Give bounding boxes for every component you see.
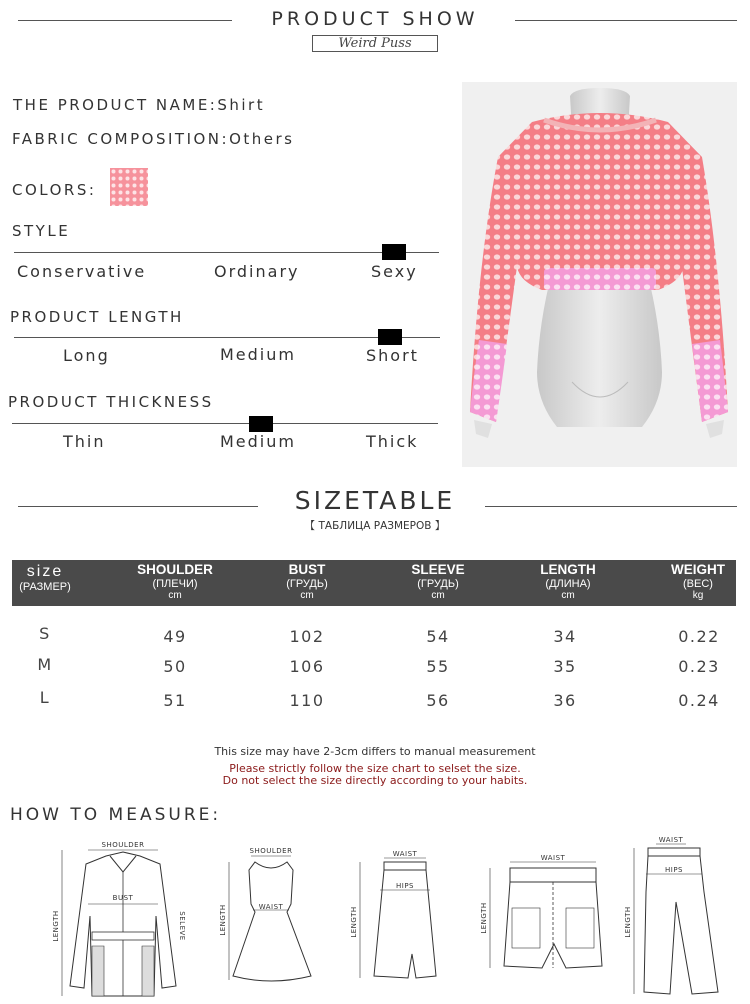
col-sleeve-sub: (ГРУДЬ): [417, 578, 459, 590]
shorts-length-label: LENGTH: [480, 902, 488, 934]
header-rule-left: [18, 20, 232, 21]
thickness-track: [12, 423, 438, 424]
skirt-hips-label: HIPS: [396, 882, 414, 890]
style-track: [14, 252, 439, 253]
color-swatch[interactable]: [110, 168, 148, 206]
sizetable-title: SIZETABLE: [294, 486, 456, 515]
length-marker[interactable]: [378, 329, 402, 345]
col-length-sub: (ДЛИНА): [545, 578, 591, 590]
cell-sleeve: 55: [426, 657, 450, 676]
colors-label: COLORS:: [12, 181, 97, 199]
col-length: [516, 562, 620, 601]
col-weight-title: WEIGHT: [671, 562, 725, 577]
jacket-sleeve-label: SELEVE: [178, 911, 186, 941]
cell-shoulder: 50: [163, 657, 187, 676]
length-title: PRODUCT LENGTH: [10, 308, 184, 326]
thickness-label-thick: Thick: [366, 432, 419, 451]
brand-box: Weird Puss: [312, 35, 438, 52]
col-shoulder-unit: cm: [168, 590, 182, 601]
style-title: STYLE: [12, 222, 71, 240]
note-warning-1: Please strictly follow the size chart to selset the size.: [229, 762, 521, 775]
table-row: [0, 652, 750, 682]
cell-sleeve: 56: [426, 691, 450, 710]
cell-weight: 0.24: [678, 691, 720, 710]
jacket-diagram: [48, 836, 198, 1000]
note-measurement: This size may have 2-3cm differs to manual measurement: [214, 745, 536, 758]
cell-length: 35: [553, 657, 577, 676]
table-row: [0, 620, 750, 650]
sizetable-subtitle: 【 ТАБЛИЦА РАЗМЕРОВ 】: [304, 520, 446, 532]
style-label-ordinary: Ordinary: [214, 262, 300, 281]
length-track: [14, 337, 440, 338]
cell-weight: 0.23: [678, 657, 720, 676]
pants-hips-label: HIPS: [665, 866, 683, 874]
shorts-diagram: [476, 848, 616, 978]
cell-bust: 106: [289, 657, 325, 676]
cell-length: 36: [553, 691, 577, 710]
pants-diagram: [622, 832, 740, 1000]
product-name: THE PRODUCT NAME:Shirt: [13, 96, 266, 114]
style-marker[interactable]: [382, 244, 406, 260]
skirt-diagram: [340, 846, 450, 1000]
fabric-composition: [12, 130, 294, 148]
col-weight-unit: kg: [692, 590, 704, 601]
shorts-waist-label: WAIST: [540, 854, 566, 862]
col-sleeve-title: SLEEVE: [411, 562, 465, 577]
col-weight: [652, 562, 744, 601]
thickness-label-medium: Medium: [220, 432, 296, 451]
skirt-length-label: LENGTH: [350, 906, 358, 938]
col-bust-sub: (ГРУДЬ): [286, 578, 328, 590]
col-size-sub: (РАЗМЕР): [19, 581, 71, 593]
pants-length-label: LENGTH: [624, 906, 632, 938]
length-label-medium: Medium: [220, 345, 296, 364]
product-image[interactable]: [462, 82, 737, 467]
col-length-unit: cm: [561, 590, 575, 601]
sizetable-rule-right: [485, 506, 737, 507]
cell-bust: 102: [289, 627, 325, 646]
table-row: [0, 686, 750, 716]
col-size: [12, 563, 78, 593]
header-rule-right: [515, 20, 737, 21]
cell-weight: 0.22: [678, 627, 720, 646]
skirt-waist-label: WAIST: [392, 850, 418, 858]
cell-size: M: [37, 655, 53, 674]
thickness-label-thin: Thin: [63, 432, 106, 451]
col-bust-title: BUST: [288, 562, 326, 577]
col-shoulder-title: SHOULDER: [137, 562, 213, 577]
size-table-header: [12, 560, 736, 606]
cell-length: 34: [553, 627, 577, 646]
dress-diagram: [215, 840, 315, 1000]
cell-shoulder: 49: [163, 627, 187, 646]
cell-size: S: [39, 624, 51, 643]
jacket-shoulder-label: SHOULDER: [101, 841, 145, 849]
style-label-sexy: Sexy: [371, 262, 418, 281]
col-size-title: size: [26, 563, 64, 580]
col-bust-unit: cm: [300, 590, 314, 601]
col-sleeve-unit: cm: [431, 590, 445, 601]
fabric-value: Others: [229, 130, 295, 148]
sizetable-rule-left: [18, 506, 258, 507]
thickness-marker[interactable]: [249, 416, 273, 432]
cell-bust: 110: [289, 691, 325, 710]
col-shoulder: [123, 562, 227, 601]
style-label-conservative: Conservative: [17, 262, 147, 281]
col-weight-sub: (ВЕС): [683, 578, 713, 590]
measure-title: HOW TO MEASURE:: [10, 805, 222, 825]
cell-size: L: [39, 688, 51, 707]
cell-sleeve: 54: [426, 627, 450, 646]
thickness-title: PRODUCT THICKNESS: [8, 393, 214, 411]
length-label-long: Long: [63, 346, 110, 365]
page-title: PRODUCT SHOW: [271, 8, 479, 30]
dress-shoulder-label: SHOULDER: [249, 847, 293, 855]
col-length-title: LENGTH: [540, 562, 596, 577]
pants-waist-label: WAIST: [658, 836, 684, 844]
note-warning-2: Do not select the size directly according to your habits.: [222, 774, 528, 787]
cell-shoulder: 51: [163, 691, 187, 710]
col-sleeve: [386, 562, 490, 601]
jacket-bust-label: BUST: [112, 894, 134, 902]
length-label-short: Short: [366, 346, 419, 365]
dress-length-label: LENGTH: [219, 904, 227, 936]
col-shoulder-sub: (ПЛЕЧИ): [152, 578, 198, 590]
fabric-label: FABRIC COMPOSITION:: [12, 130, 230, 148]
jacket-length-label: LENGTH: [52, 910, 60, 942]
col-bust: [255, 562, 359, 601]
dress-waist-label: WAIST: [258, 903, 284, 911]
